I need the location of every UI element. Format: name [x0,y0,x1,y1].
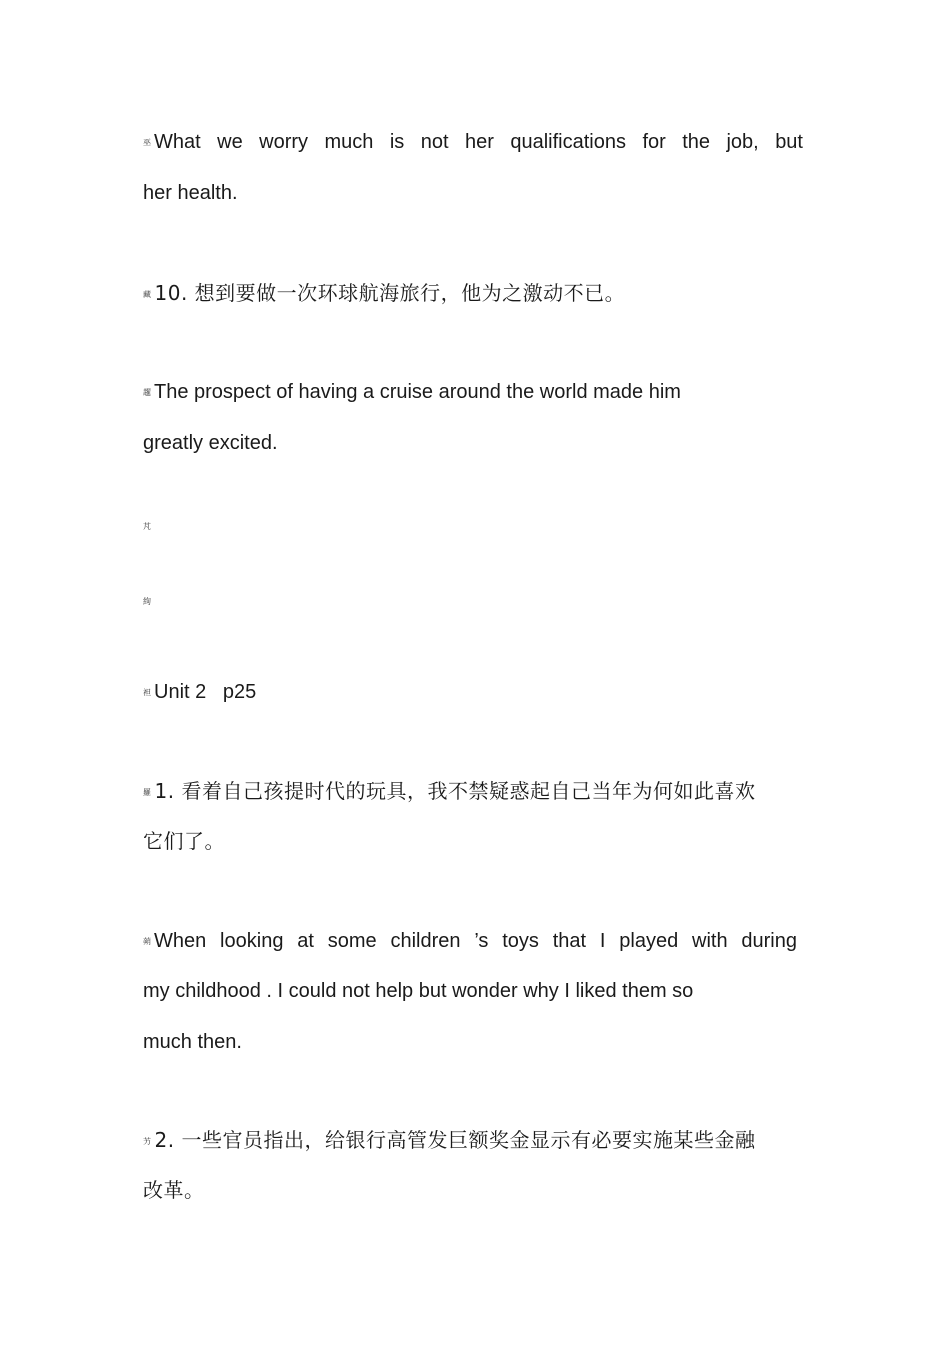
margin-mark: 羅 [143,787,152,797]
sentence-text: 1. 看着自己孩提时代的玩具，我不禁疑惑起自己当年为何如此喜欢 [154,779,756,803]
margin-mark: 巫 [143,137,151,147]
text-line [143,589,154,614]
sentence-text: 2. 一些官员指出，给银行高管发巨额奖金显示有必要实施某些金融 [154,1128,756,1152]
sentence-text: When looking at some children ’s toys that I played with during [154,930,797,952]
text-line [143,514,154,539]
sentence-text: 10. 想到要做一次环球航海旅行，他为之激动不已。 [154,281,626,305]
sentence-text: my childhood . I could not help but wonder why I liked them so [143,980,694,1002]
sentence-text: greatly excited. [143,432,278,454]
margin-mark: 艻 [143,1136,152,1146]
margin-mark: 趯 [143,387,151,397]
sentence-text: The prospect of having a cruise around the world made him [154,381,681,403]
margin-mark: 藏 [143,289,152,299]
sentence-text: What we worry much is not her qualifications for the job, but [154,131,803,153]
margin-mark: 袒 [143,687,151,697]
text-line [143,431,278,455]
section-heading [143,680,256,705]
sentence-text: much then. [143,1031,242,1053]
text-line [143,281,625,307]
unit-heading: Unit 2 p25 [154,681,257,703]
text-line [143,979,693,1003]
text-line [143,1030,242,1054]
text-line [143,929,797,954]
margin-mark: 芃 [143,521,151,531]
sentence-text: 它们了。 [143,829,225,853]
text-line [143,181,238,205]
text-line [143,1128,755,1154]
sentence-text: her health. [143,182,238,204]
text-line [143,829,225,853]
text-line [143,779,755,805]
margin-mark: 絇 [143,596,151,606]
text-line [143,380,681,405]
sentence-text: 改革。 [143,1178,205,1202]
margin-mark: 蒴 [143,936,151,946]
text-line [143,1178,205,1202]
text-line [143,130,803,155]
